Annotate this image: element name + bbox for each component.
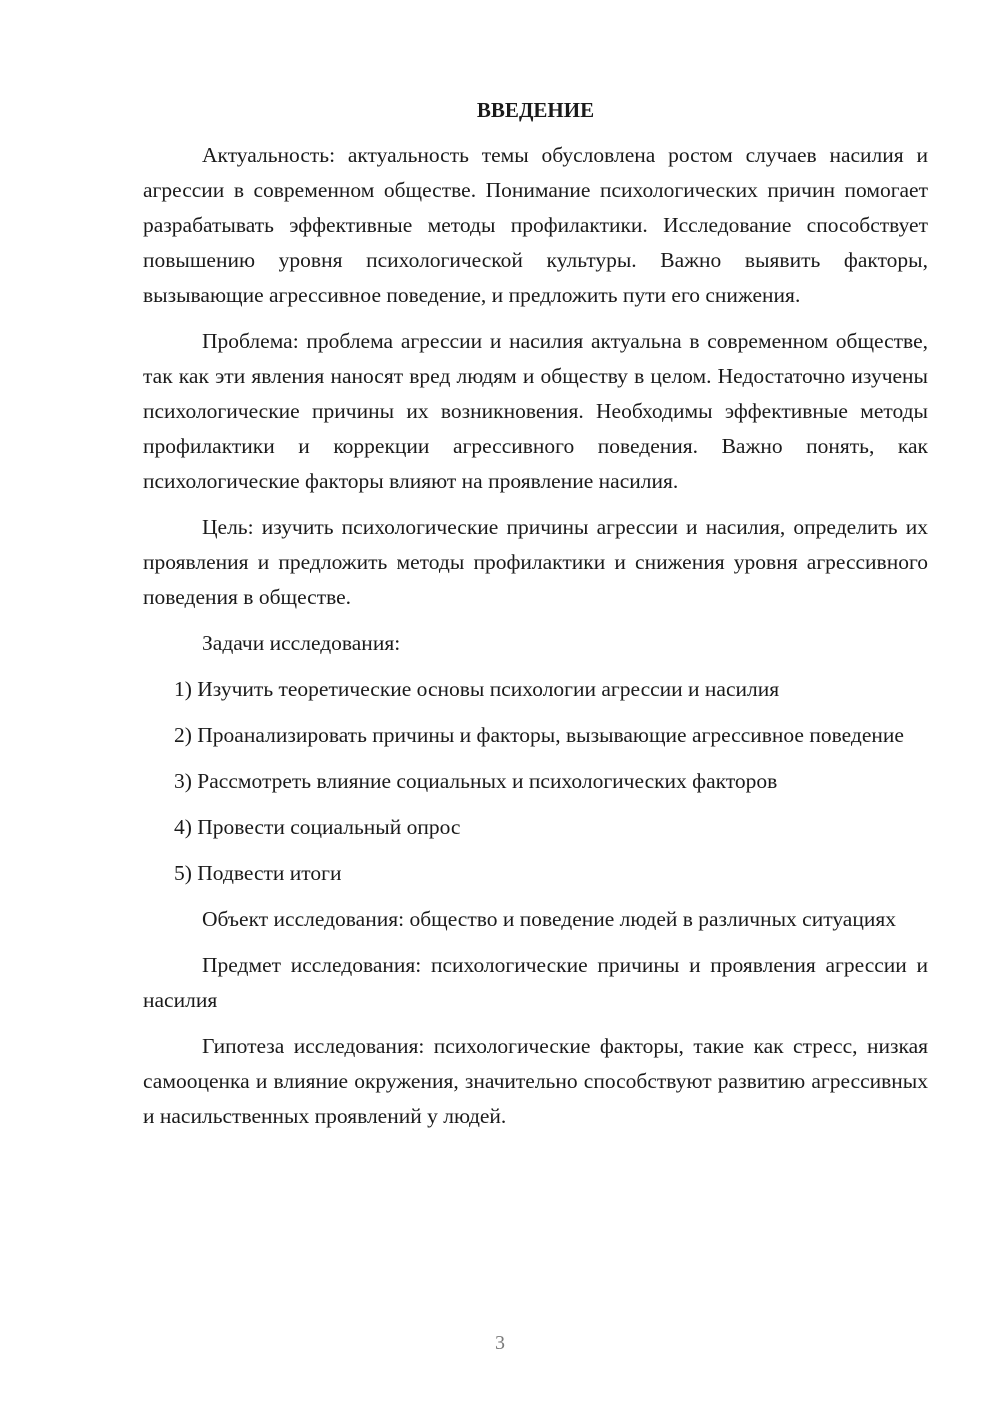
goal-paragraph: Цель: изучить психологические причины агрессии и насилия, определить их проявления и предложить методы профилактики и снижения уровня агрессивного поведения в обществе.	[143, 515, 928, 609]
tasks-heading: Задачи исследования:	[202, 631, 401, 655]
object-paragraph: Объект исследования: общество и поведение людей в различных ситуациях	[202, 907, 896, 931]
task-item-5: 5) Подвести итоги	[174, 861, 342, 885]
hypothesis-paragraph: Гипотеза исследования: психологические факторы, такие как стресс, низкая самооценка и влияние окружения, значительно способствуют развитию агрессивных и насильственных проявлений у людей.	[143, 1034, 928, 1128]
page-title: ВВЕДЕНИЕ	[476, 98, 595, 122]
page-number: 3	[495, 1332, 505, 1354]
task-item-2: 2) Проанализировать причины и факторы, вызывающие агрессивное поведение	[174, 723, 904, 747]
document-page	[143, 93, 928, 1145]
task-item-4: 4) Провести социальный опрос	[174, 815, 461, 839]
relevance-paragraph: Актуальность: актуальность темы обусловлена ростом случаев насилия и агрессии в современном обществе. Понимание психологических причин помогает разрабатывать эффективные методы профилактики. Исследование способствует повышению уровня психологической культуры. Важно выявить факторы, вызывающие агрессивное поведение, и предложить пути его снижения.	[143, 143, 928, 307]
problem-paragraph: Проблема: проблема агрессии и насилия актуальна в современном обществе, так как эти явления наносят вред людям и обществу в целом. Недостаточно изучены психологические причины их возникновения. Необходимы эффективные методы профилактики и коррекции агрессивного поведения. Важно понять, как психологические факторы влияют на проявление насилия.	[143, 329, 928, 493]
task-item-1: 1) Изучить теоретические основы психологии агрессии и насилия	[174, 677, 780, 701]
subject-paragraph: Предмет исследования: психологические причины и проявления агрессии и насилия	[143, 953, 928, 1012]
task-item-3: 3) Рассмотреть влияние социальных и психологических факторов	[174, 769, 778, 793]
